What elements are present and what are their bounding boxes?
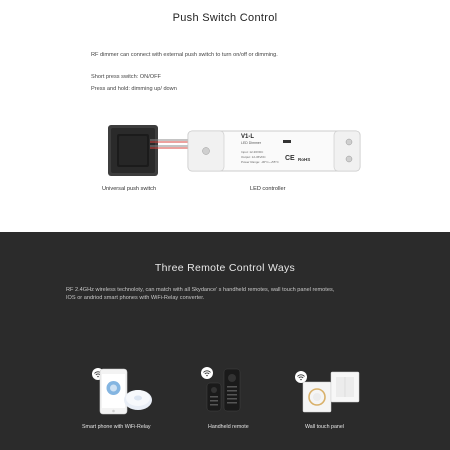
ce-mark: CE [285, 155, 295, 162]
wall-touch-panel-caption: Wall touch panel [305, 424, 344, 430]
smart-phone-caption: Smart phone with WiFi-Relay [82, 424, 151, 430]
remote-description-line-2: IOS or andriod smart phones with WiFi-Relay converter. [66, 295, 205, 301]
short-press-text: Short press switch: ON/OFF [91, 74, 161, 80]
wifi-icon [201, 367, 213, 379]
controller-spec-1: Input: 12-36VDC [241, 150, 264, 154]
handheld-remote-caption: Handheld remote [208, 424, 249, 430]
remote-control-title: Three Remote Control Ways [154, 262, 296, 274]
wall-touch-panel-image [303, 372, 359, 412]
push-switch-title: Push Switch Control [172, 12, 278, 24]
controller-caption: LED controller [250, 186, 286, 192]
controller-spec-2: Output: 12-36VDC [241, 155, 266, 159]
push-switch-description: RF dimmer can connect with external push switch to turn on/off or dimming. [91, 52, 278, 58]
wifi-relay-image [124, 390, 152, 410]
rohs-mark: RoHS [298, 157, 311, 162]
remote-description-line-1: RF 2.4GHz wireless technoloty, can match with all Skydance’ s handheld remotes, wall touch panel remotes, [66, 287, 335, 293]
smart-phone-image [100, 369, 127, 414]
controller-spec-3: Power Range: -30°C~+55°C [241, 160, 279, 164]
switch-caption: Universal push switch [102, 186, 157, 192]
press-hold-text: Press and hold: dimming up/ down [91, 86, 177, 92]
wifi-icon [295, 371, 307, 383]
controller-model-label: V1-L [241, 134, 255, 140]
controller-subtitle-label: LED Dimmer [241, 141, 262, 145]
